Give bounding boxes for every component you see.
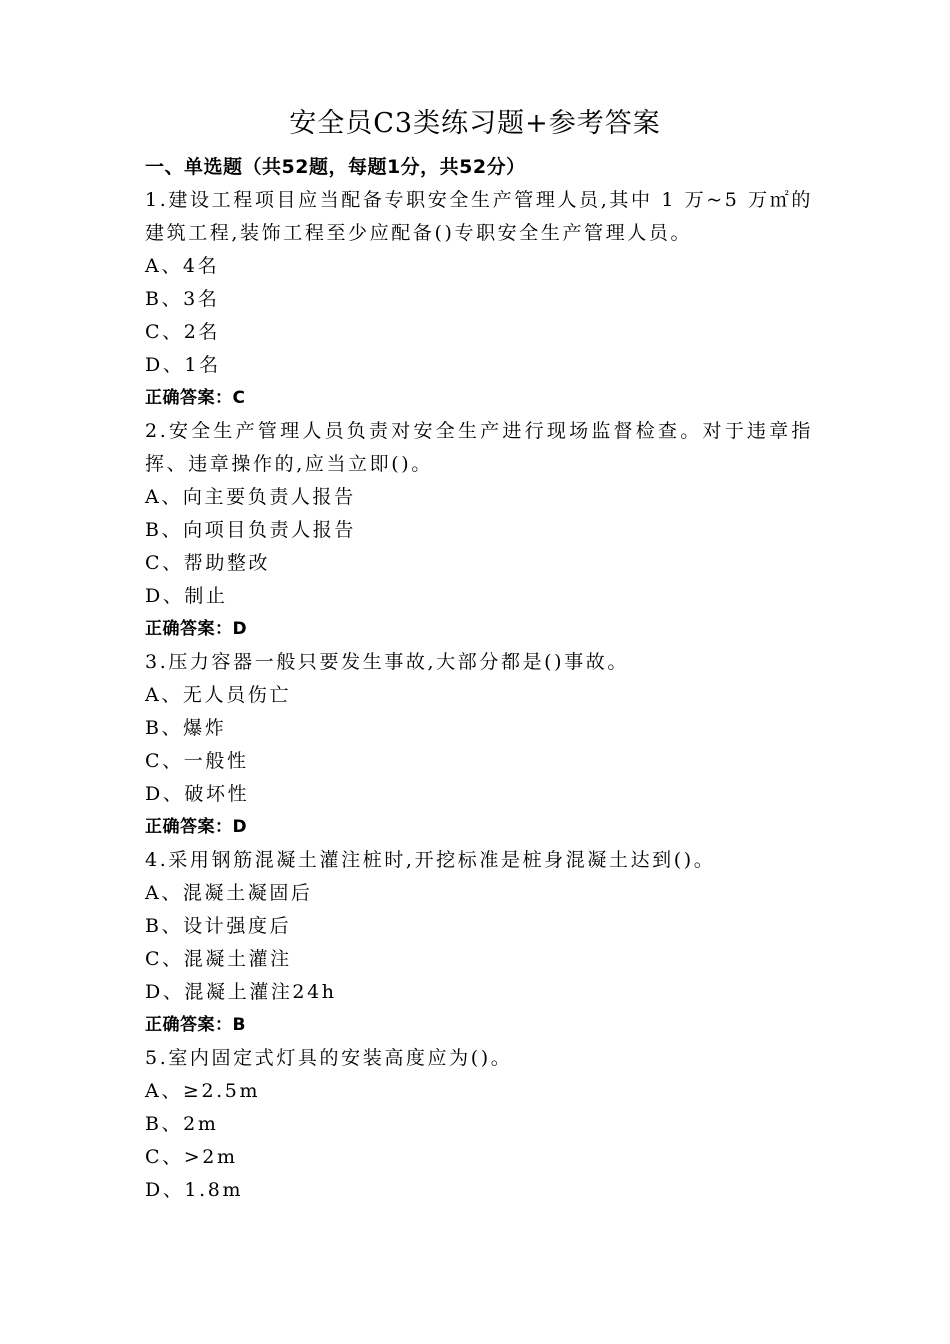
document-title: 安全员C3类练习题+参考答案 [289, 108, 661, 139]
option-a: A、向主要负责人报告 [145, 486, 356, 508]
option-c: C、2名 [145, 321, 221, 343]
option-b: B、设计强度后 [145, 915, 292, 937]
correct-answer: 正确答案：B [145, 1015, 246, 1035]
option-d: D、混凝上灌注24h [145, 981, 337, 1003]
question-stem: 5.室内固定式灯具的安装高度应为()。 [145, 1047, 513, 1069]
correct-answer: 正确答案：C [145, 388, 246, 408]
question-2 [145, 415, 813, 646]
question-stem: 2.安全生产管理人员负责对安全生产进行现场监督检查。对于违章指挥、违章操作的,应当立即()。 [145, 420, 813, 475]
document-body [145, 151, 813, 1207]
option-a: A、4名 [145, 255, 220, 277]
option-c: C、帮助整改 [145, 552, 271, 574]
option-b: B、向项目负责人报告 [145, 519, 356, 541]
option-a: A、≥2.5m [145, 1080, 261, 1102]
option-d: D、1名 [145, 354, 221, 376]
question-4 [145, 844, 813, 1042]
option-a: A、无人员伤亡 [145, 684, 291, 706]
option-a: A、混凝土凝固后 [145, 882, 313, 904]
option-b: B、爆炸 [145, 717, 227, 739]
question-1 [145, 184, 813, 415]
option-d: D、1.8m [145, 1179, 244, 1201]
option-c: C、一般性 [145, 750, 249, 772]
correct-answer: 正确答案：D [145, 619, 248, 639]
question-stem: 1.建设工程项目应当配备专职安全生产管理人员,其中 1 万~5 万㎡的建筑工程,装饰工程至少应配备()专职安全生产管理人员。 [145, 189, 813, 244]
option-c: C、>2m [145, 1146, 238, 1168]
question-3 [145, 646, 813, 844]
option-c: C、混凝土灌注 [145, 948, 292, 970]
section-heading: 一、单选题（共52题，每题1分，共52分） [145, 156, 526, 178]
question-stem: 4.采用钢筋混凝土灌注桩时,开挖标准是桩身混凝土达到()。 [145, 849, 716, 871]
option-b: B、3名 [145, 288, 220, 310]
option-d: D、制止 [145, 585, 228, 607]
question-stem: 3.压力容器一般只要发生事故,大部分都是()事故。 [145, 651, 629, 673]
correct-answer: 正确答案：D [145, 817, 248, 837]
option-b: B、2m [145, 1113, 219, 1135]
option-d: D、破坏性 [145, 783, 250, 805]
question-5 [145, 1042, 813, 1207]
